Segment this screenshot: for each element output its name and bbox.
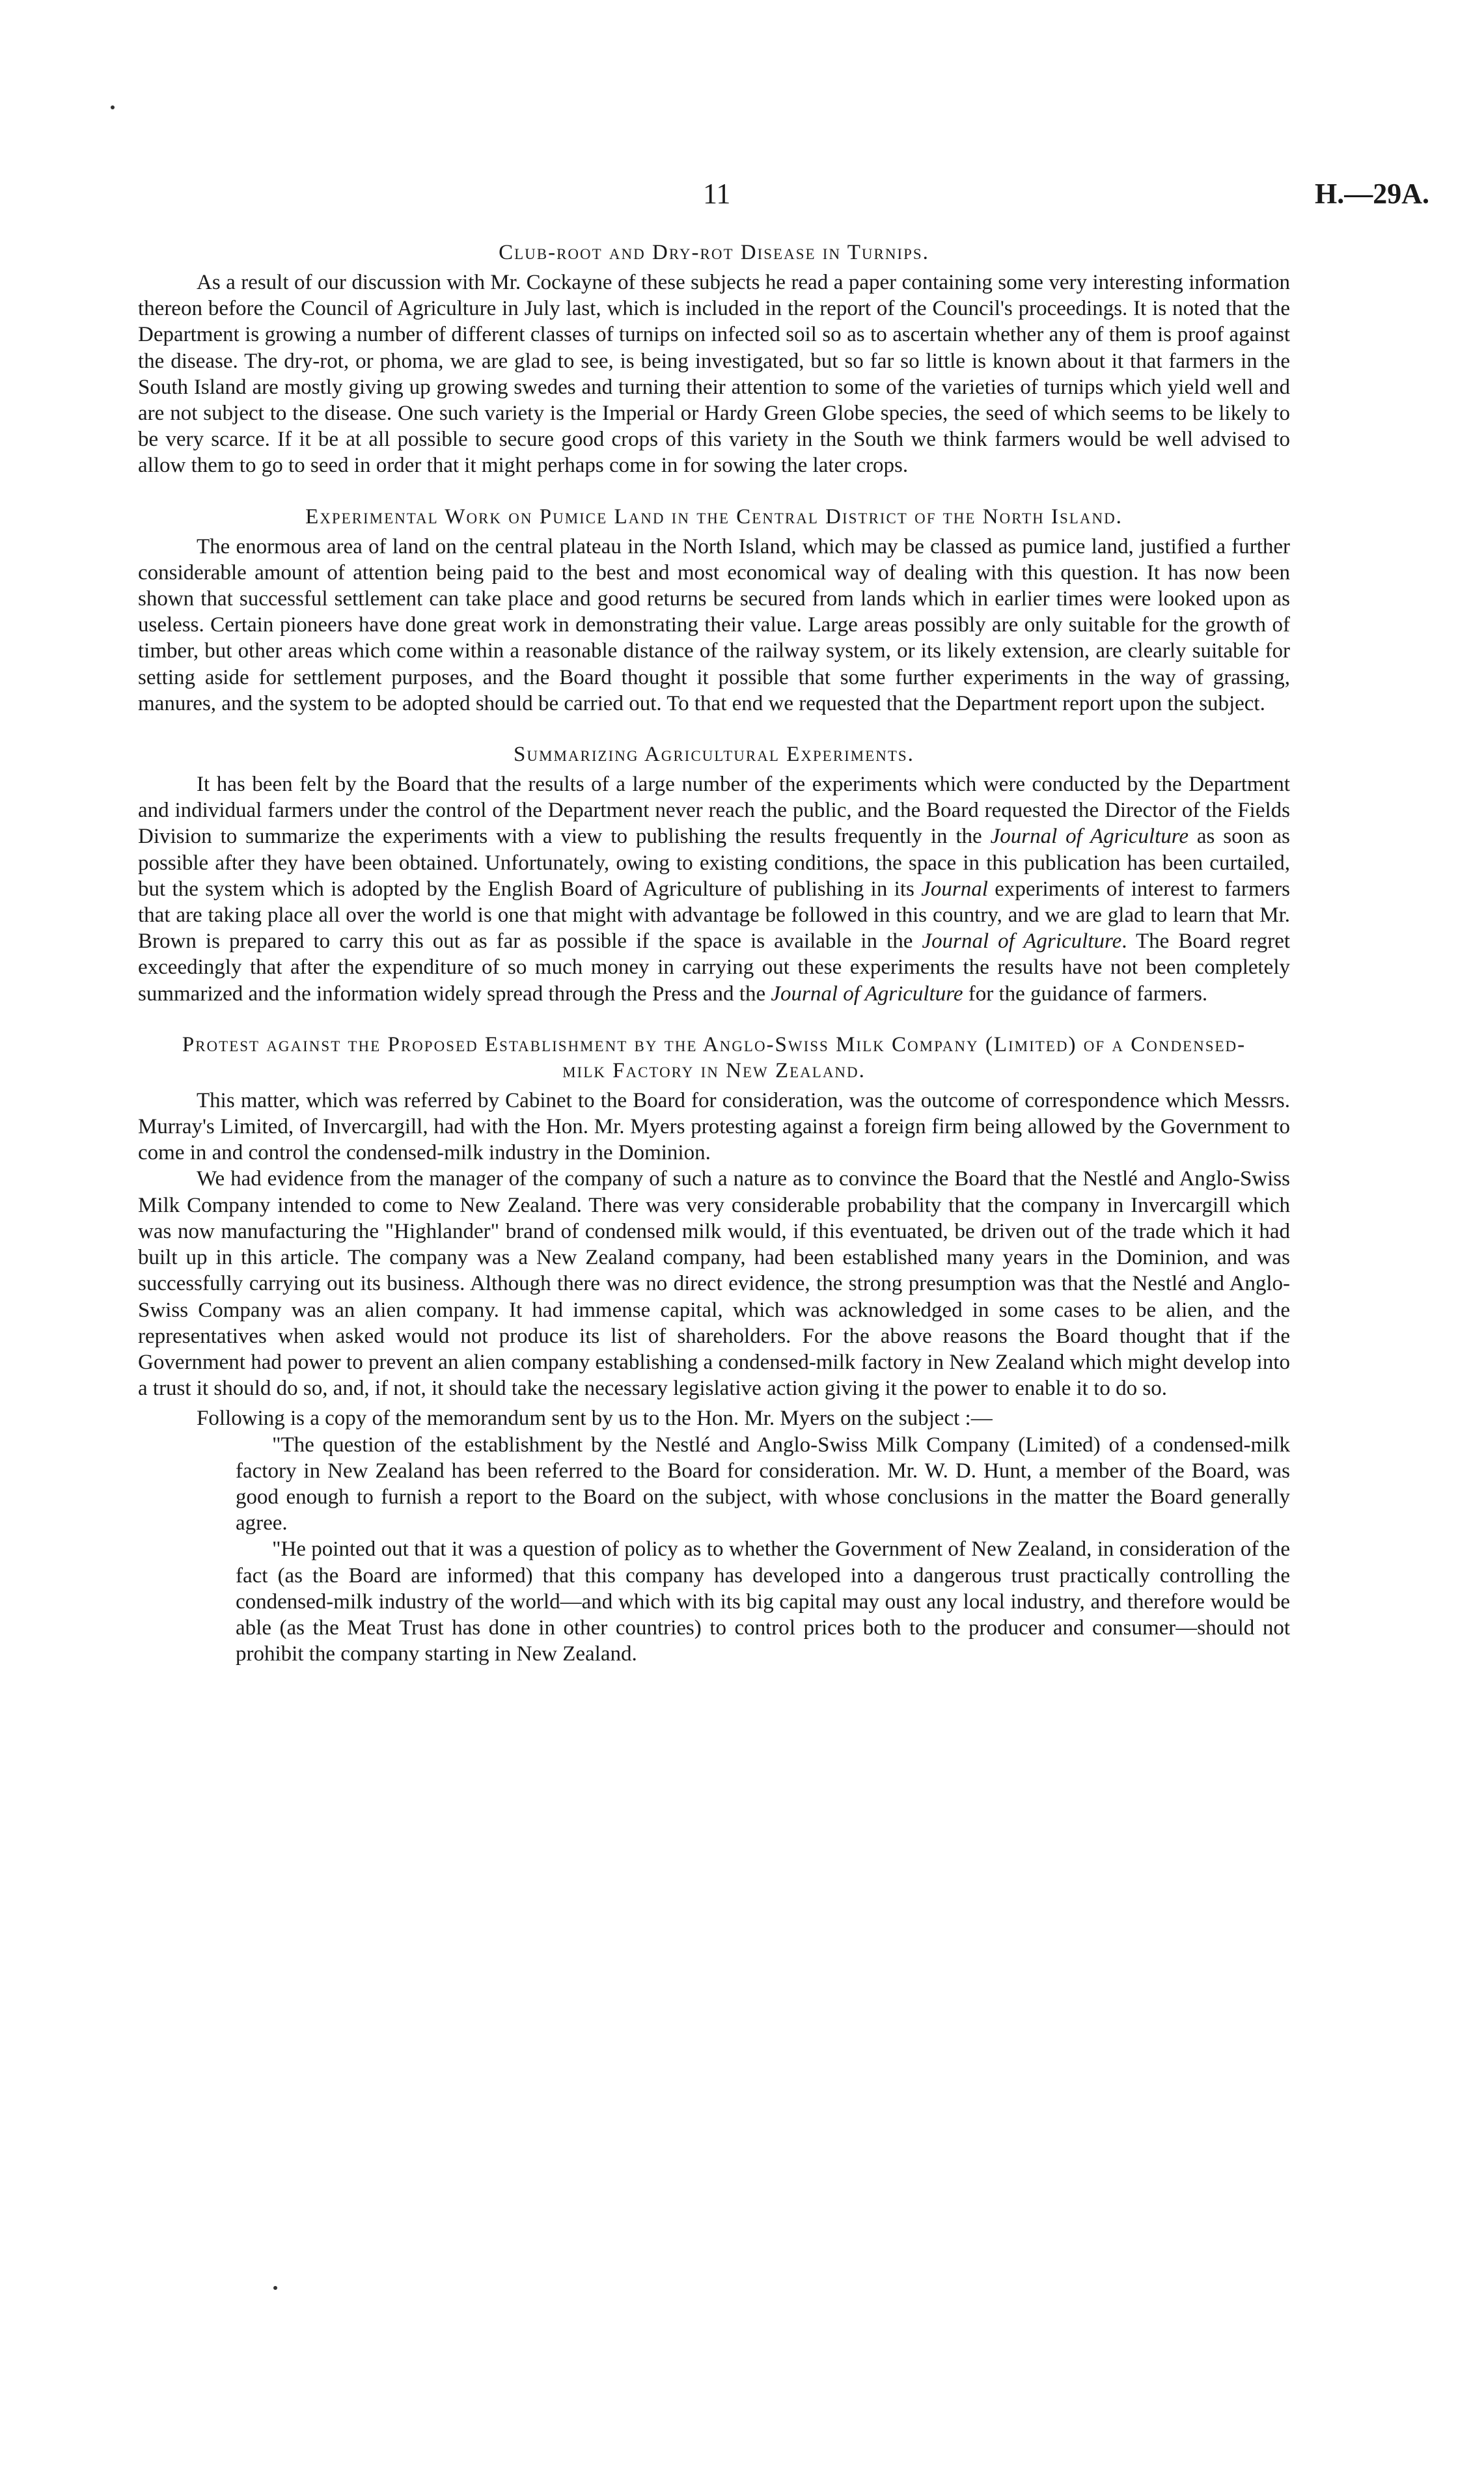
publication-title: Journal of Agriculture (990, 825, 1189, 849)
quote-paragraph: "The question of the establishment by the Nestlé and Anglo-Swiss Milk Company (Limited) of a condensed-milk factory in New Zealand has been referred to the Board for consideration. Mr. W. D. Hunt, a member of the Board, was good enough to furnish a report to the Board on the subject, with whose conclusions in the matter the Board generally agree. (236, 1433, 1290, 1535)
page-header (0, 174, 1484, 213)
paragraph: Following is a copy of the memorandum sent by us to the Hon. Mr. Myers on the subject :— (197, 1407, 993, 1431)
publication-title: Journal of Agriculture (922, 929, 1122, 954)
section-heading: Summarizing Agricultural Experiments. (514, 743, 914, 767)
section-heading: Experimental Work on Pumice Land in the Central District of the North Island. (305, 504, 1123, 529)
section-club-root (138, 240, 1290, 479)
page-number: 11 (703, 178, 731, 210)
section-heading: Protest against the Proposed Establishment by the Anglo-Swiss Milk Company (Limited) of a Condensed-milk Factory in New Zealand. (182, 1032, 1246, 1082)
document-reference: H.—29A. (1315, 178, 1429, 210)
document-body (138, 240, 1290, 1692)
memorandum-quote (236, 1432, 1290, 1668)
paragraph: As a result of our discussion with Mr. Cockayne of these subjects he read a paper containing some very interesting information thereon before the Council of Agriculture in July last, which is included in the report of the Council's proceedings. It is noted that the Department is growing a number of different classes of turnips on infected soil so as to ascertain whether any of them is proof against the disease. The dry-rot, or phoma, we are glad to see, is being investigated, but so far so little is known about it that farmers in the South Island are mostly giving up growing swedes and turning their attention to some of the varieties of turnips which yield well and are not subject to the disease. One such variety is the Imperial or Hardy Green Globe species, the seed of which seems to be likely to be very scarce. If it be at all possible to secure good crops of this variety in the South we think farmers would be well advised to allow them to go to seed in order that it might perhaps come in for sowing the later crops. (138, 271, 1290, 478)
paragraph: It has been felt by the Board that the results of a large number of the experiments which were conducted by the Department and individual farmers under the control of the Department never reach the public, and the Board requested the Director of the Fields Division to summarize the experiments with a view to publishing the results frequently in the Journal of Agriculture as soon as possible after they have been obtained. Unfortunately, owing to existing conditions, the space in this publication has been curtailed, but the system which is adopted by the English Board of Agriculture of publishing in its Journal experiments of interest to farmers that are taking place all over the world is one that might with advantage be followed in this country, and we are glad to learn that Mr. Brown is prepared to carry this out as far as possible if the space is available in the Journal of Agriculture. The Board regret exceedingly that after the expenditure of so much money in carrying out these experiments the results have not been completely summarized and the information widely spread through the Press and the Journal of Agriculture for the guidance of farmers. (138, 773, 1291, 1006)
quote-paragraph: "He pointed out that it was a question of policy as to whether the Government of New Zealand, in consideration of the fact (as the Board are informed) that this company has developed into a dangerous trust practically controlling the condensed-milk industry of the world—and which with its big capital may oust any local industry, and therefore would be able (as the Meat Trust has done in other countries) to control prices both to the producer and consumer—should not prohibit the company starting in New Zealand. (236, 1537, 1290, 1666)
scan-speck (273, 2286, 277, 2290)
section-condensed-milk-protest (138, 1032, 1290, 1667)
section-summarizing-experiments (138, 741, 1290, 1007)
scan-speck (111, 105, 115, 109)
paragraph: This matter, which was referred by Cabinet to the Board for consideration, was the outcome of correspondence which Messrs. Murray's Limited, of Invercargill, had with the Hon. Mr. Myers protesting against a foreign firm being allowed by the Government to come in and control the condensed-milk industry in the Dominion. (138, 1088, 1290, 1165)
paragraph: The enormous area of land on the central plateau in the North Island, which may be classed as pumice land, justified a further considerable amount of attention being paid to the best and most economical way of dealing with this question. It has now been shown that successful settlement can take place and good returns be secured from lands which in earlier times were looked upon as useless. Certain pioneers have done great work in demonstrating their value. Large areas possibly are only suitable for the growth of timber, but other areas which come within a reasonable distance of the railway system, or its likely extension, are clearly suitable for setting aside for settlement purposes, and the Board thought it possible that some further experiments in the way of grassing, manures, and the system to be adopted should be carried out. To that end we requested that the Department report upon the subject. (138, 534, 1290, 715)
paragraph: We had evidence from the manager of the company of such a nature as to convince the Board that the Nestlé and Anglo-Swiss Milk Company intended to come to New Zealand. There was very considerable probability that the company in Invercargill which was now manufacturing the "Highlander" brand of condensed milk would, if this eventuated, be driven out of the trade which it had built up in this article. The company was a New Zealand company, had been established many years in the Dominion, and was successfully carrying out its business. Although there was no direct evidence, the strong presumption was that the Nestlé and Anglo-Swiss Company was an alien company. It had immense capital, which was acknowledged in some cases to be alien, and the representatives when asked would not produce its list of shareholders. For the above reasons the Board thought that if the Government had power to prevent an alien company establishing a condensed-milk factory in New Zealand which might develop into a trust it should do so, and, if not, it should take the necessary legislative action giving it the power to enable it to do so. (138, 1167, 1290, 1401)
section-pumice-land (138, 504, 1290, 717)
publication-title: Journal (921, 877, 988, 901)
publication-title: Journal of Agriculture (771, 982, 963, 1006)
section-heading: Club-root and Dry-rot Disease in Turnips. (499, 241, 929, 264)
